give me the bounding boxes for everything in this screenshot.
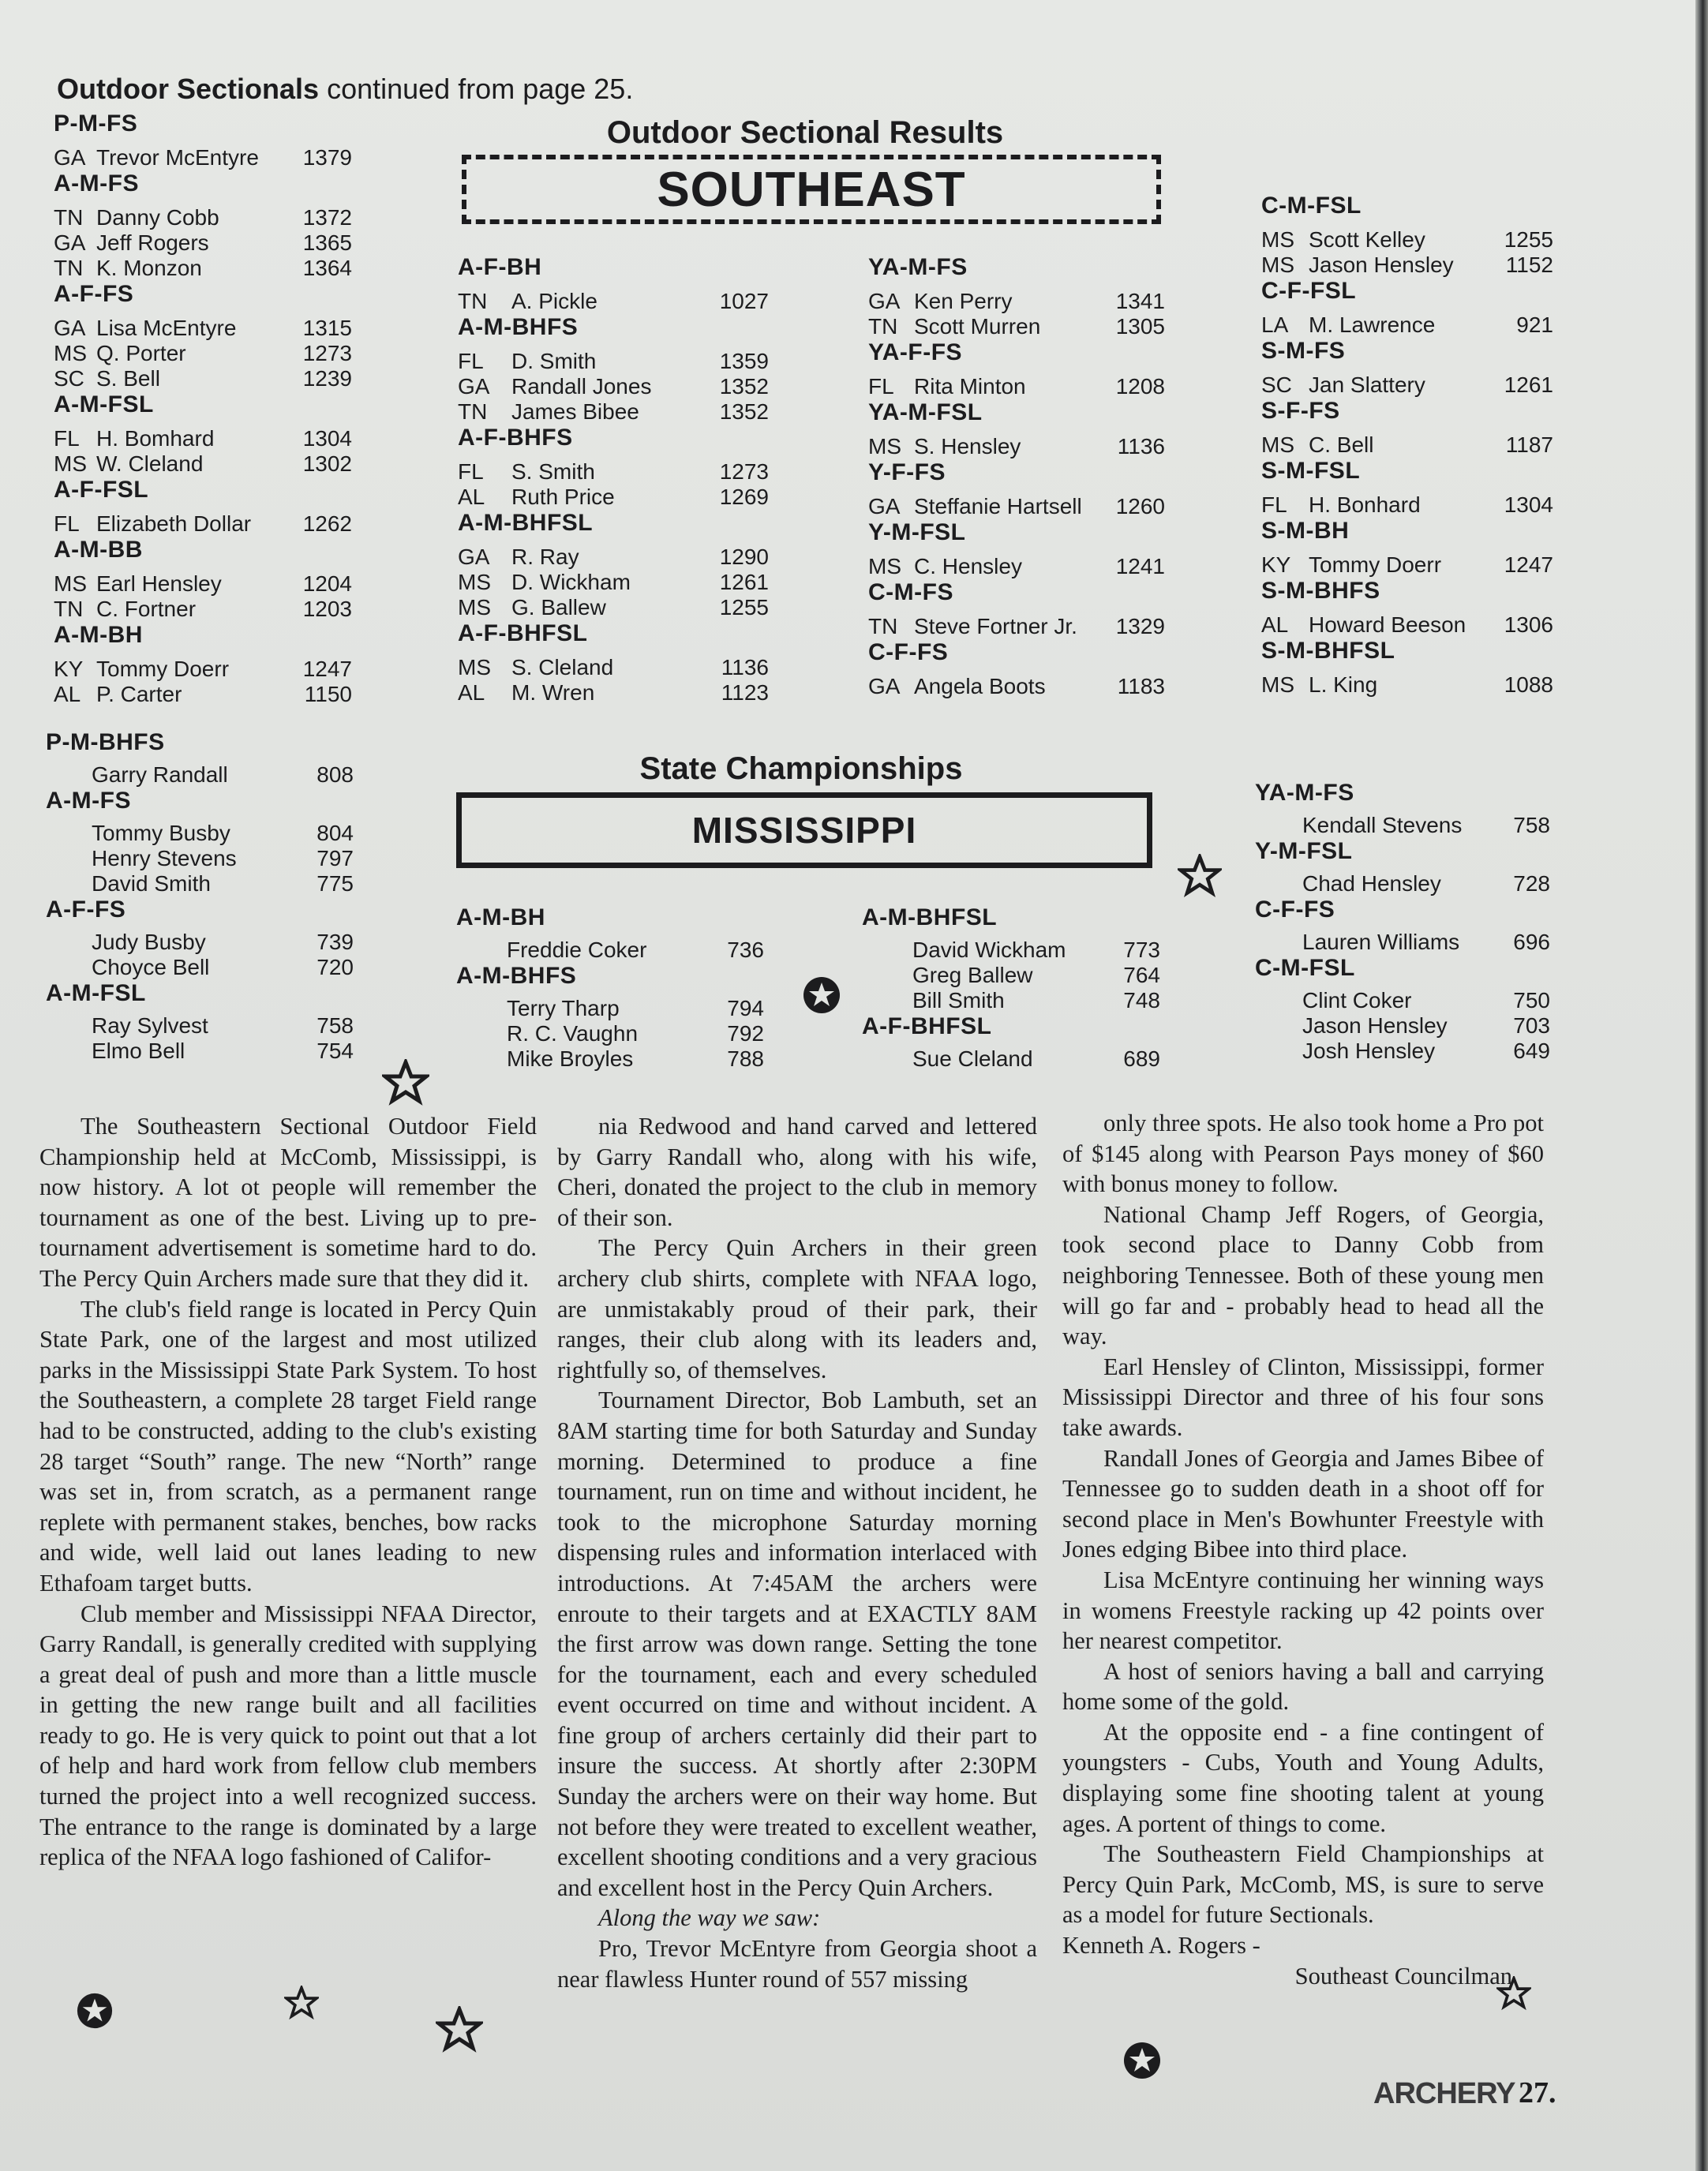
archer-name: M. Wren xyxy=(511,680,595,705)
category-heading: C-F-FSL xyxy=(1261,278,1357,304)
score: 1255 xyxy=(1504,227,1553,252)
archer-name: Clint Coker xyxy=(1302,988,1412,1013)
archer-name: G. Ballew xyxy=(511,595,606,619)
score: 1329 xyxy=(1115,614,1165,638)
archer-name: Sue Cleland xyxy=(912,1046,1033,1071)
archer-name: David Wickham xyxy=(912,938,1066,962)
archer-name: H. Bonhard xyxy=(1309,492,1421,517)
article-paragraph: only three spots. He also took home a Pro pot of $145 along with Pearson Pays money of $60 with bonus money to follow. xyxy=(1062,1110,1544,1198)
state-code: MS xyxy=(54,571,87,596)
score: 775 xyxy=(317,871,354,896)
score: 1123 xyxy=(721,680,769,705)
category-heading: S-M-BH xyxy=(1261,518,1350,544)
archer-name: M. Lawrence xyxy=(1309,313,1436,337)
archer-name: D. Wickham xyxy=(511,570,631,594)
category-heading: A-F-BHFSL xyxy=(458,620,588,646)
state-code: AL xyxy=(54,682,81,706)
score: 1341 xyxy=(1115,289,1165,313)
state-code: MS xyxy=(868,434,901,459)
score: 1203 xyxy=(302,597,352,621)
category-heading: S-F-FS xyxy=(1261,398,1340,424)
archer-name: Scott Kelley xyxy=(1309,227,1425,252)
score: 696 xyxy=(1513,930,1550,954)
category-heading: A-F-BHFS xyxy=(458,425,573,451)
category-heading: P-M-FS xyxy=(54,110,138,137)
score: 1379 xyxy=(302,145,352,170)
archer-name: Terry Tharp xyxy=(507,996,620,1020)
article-paragraph: Pro, Trevor McEntyre from Georgia shoot a near flawless Hunter round of 557 missing xyxy=(557,1935,1037,1993)
outline-star-icon xyxy=(382,1059,429,1106)
state-code: FL xyxy=(458,459,484,484)
archer-name: Ruth Price xyxy=(511,485,615,509)
score: 1306 xyxy=(1504,612,1553,637)
category-heading: A-M-FSL xyxy=(54,391,154,417)
score: 1315 xyxy=(302,316,352,340)
score: 1273 xyxy=(719,459,769,484)
archer-name: Tommy Doerr xyxy=(1309,552,1442,577)
archer-name: Elizabeth Dollar xyxy=(96,511,252,536)
state-code: FL xyxy=(458,349,484,373)
article-paragraph: National Champ Jeff Rogers, of Georgia, took second place to Danny Cobb from neighboring Tennessee. Both of these young men will go far and - probably head to head all the way. xyxy=(1062,1200,1544,1350)
archer-name: D. Smith xyxy=(511,349,597,373)
archer-name: Steffanie Hartsell xyxy=(914,494,1082,518)
state-code: AL xyxy=(458,485,485,509)
category-heading: A-F-FSL xyxy=(54,477,149,503)
score: 1290 xyxy=(719,545,769,569)
category-heading: YA-M-FSL xyxy=(868,399,983,425)
score: 720 xyxy=(317,955,354,979)
score: 748 xyxy=(1123,988,1160,1013)
article-paragraph: Tournament Director, Bob Lambuth, set an 8AM starting time for both Saturday and Sunday morning. Determined to produce a fine tournament, run on time and without incident, he took to the microphone Saturday morning dispensing rules and information interlaced with introductions. At 7:45AM the archers were enroute to their targets and at EXACTLY 8AM the first arrow was down range. Setting the tone for the tournament, each and every scheduled event occurred on time and without incident. A fine group of archers certainly did their part to insure the success. At shortly after 2:30PM Sunday the archers were on their way home. But not before they were treated to excellent weather, excellent shooting conditions and a very gracious and excellent host in the Percy Quin Archers. xyxy=(557,1387,1037,1901)
score: 1255 xyxy=(719,595,769,619)
category-heading: C-M-FSL xyxy=(1261,193,1362,219)
state-code: GA xyxy=(868,674,901,698)
southeast-title: SOUTHEAST xyxy=(657,162,966,217)
state-code: TN xyxy=(868,614,898,638)
category-heading: A-M-BHFSL xyxy=(862,904,998,930)
score: 728 xyxy=(1513,871,1550,896)
article-column-3 xyxy=(1062,1108,1544,1991)
category-heading: A-F-BHFSL xyxy=(862,1013,992,1039)
article-paragraph: A host of seniors having a ball and carrying home some of the gold. xyxy=(1062,1657,1544,1716)
state-title: State Championships xyxy=(639,751,963,786)
category-heading: A-F-FS xyxy=(46,896,126,923)
article-paragraph: Earl Hensley of Clinton, Mississippi, former Mississippi Director and three of his four sons take awards. xyxy=(1062,1353,1544,1441)
score: 758 xyxy=(1513,813,1550,837)
score: 750 xyxy=(1513,988,1550,1013)
category-heading: Y-M-FSL xyxy=(1255,838,1353,864)
category-heading: A-F-FS xyxy=(54,281,134,307)
state-code: TN xyxy=(458,399,488,424)
archer-name: Mike Broyles xyxy=(507,1046,634,1071)
state-code: TN xyxy=(54,205,84,230)
page-number: 27. xyxy=(1519,2076,1556,2109)
archer-name: Jeff Rogers xyxy=(96,230,209,255)
score: 921 xyxy=(1516,313,1553,337)
score: 1304 xyxy=(302,426,352,451)
score: 1136 xyxy=(1117,434,1165,459)
article-paragraph: The club's field range is located in Percy Quin State Park, one of the largest and most utilized parks in the Mississippi State Park System. To host the Southeastern, a complete 28 target Field range had to be constructed, adding to the club's existing 28 target “South” range. The new “North” range was set in, from scratch, as a permanent range replete with permanent stakes, benches, bow racks and wide, well laid out lanes leading to new Ethafoam target butts. xyxy=(39,1295,537,1596)
category-heading: C-F-FS xyxy=(1255,896,1335,923)
score: 1088 xyxy=(1504,672,1553,697)
score: 1208 xyxy=(1115,374,1165,399)
score: 689 xyxy=(1123,1046,1160,1071)
category-heading: C-F-FS xyxy=(868,639,949,665)
southeast-banner xyxy=(462,155,1161,224)
category-heading: A-M-FSL xyxy=(46,980,146,1006)
score: 1247 xyxy=(302,657,352,681)
archer-name: Chad Hensley xyxy=(1302,871,1441,896)
article-column-2 xyxy=(557,1111,1037,1994)
state-code: GA xyxy=(54,230,86,255)
article-paragraph: The Southeastern Field Championships at Percy Quin Park, McComb, MS, is sure to serve as a model for future Sectionals. xyxy=(1062,1840,1544,1929)
archer-name: C. Fortner xyxy=(96,597,197,621)
archer-name: Josh Hensley xyxy=(1302,1039,1436,1063)
score: 739 xyxy=(317,930,354,954)
outline-star-icon xyxy=(436,2006,483,2053)
badge-star-icon xyxy=(76,1992,114,2030)
state-code: SC xyxy=(1261,372,1292,397)
state-code: KY xyxy=(54,657,84,681)
archer-name: Rita Minton xyxy=(914,374,1026,399)
article-paragraph: Lisa McEntyre continuing her winning ways in womens Freestyle racking up 42 points over her nearest competitor. xyxy=(1062,1566,1544,1655)
article-paragraph: At the opposite end - a fine contingent of youngsters - Cubs, Youth and Young Adults, displaying some fine shooting talent at young ages. A portent of things to come. xyxy=(1062,1718,1544,1837)
author-signature: Kenneth A. Rogers - xyxy=(1062,1932,1260,1960)
state-code: TN xyxy=(54,597,84,621)
category-heading: C-M-FS xyxy=(868,579,953,605)
article-subhead: Along the way we saw: xyxy=(598,1904,821,1932)
archer-name: David Smith xyxy=(92,871,211,896)
score: 1273 xyxy=(302,341,352,365)
category-heading: A-M-BH xyxy=(456,904,545,930)
archer-name: W. Cleland xyxy=(96,451,204,476)
archer-name: Elmo Bell xyxy=(92,1039,185,1063)
category-heading: S-M-FS xyxy=(1261,338,1346,364)
score: 1269 xyxy=(719,485,769,509)
score: 1365 xyxy=(302,230,352,255)
score: 1261 xyxy=(719,570,769,594)
archer-name: C. Hensley xyxy=(914,554,1022,578)
article-paragraph: nia Redwood and hand carved and lettered by Garry Randall who, along with his wife, Cheri, donated the project to the club in memory of their son. xyxy=(557,1113,1037,1231)
score: 1152 xyxy=(1505,253,1553,277)
outline-star-icon xyxy=(1496,1976,1531,2011)
score: 797 xyxy=(317,846,354,870)
archery-logo: ARCHERY xyxy=(1373,2077,1515,2110)
state-code: MS xyxy=(458,595,491,619)
category-heading: A-M-FS xyxy=(46,788,131,814)
category-heading: S-M-BHFSL xyxy=(1261,638,1395,664)
score: 794 xyxy=(727,996,764,1020)
state-code: FL xyxy=(54,426,80,451)
archer-name: Lisa McEntyre xyxy=(96,316,237,340)
state-code: MS xyxy=(1261,227,1294,252)
archer-name: S. Smith xyxy=(511,459,595,484)
category-heading: YA-M-FS xyxy=(1255,780,1354,806)
score: 754 xyxy=(317,1039,354,1063)
archer-name: Earl Hensley xyxy=(96,571,222,596)
article-paragraph: The Percy Quin Archers in their green archery club shirts, complete with NFAA logo, are unmistakably proud of their park, their ranges, their club along with its leaders and, rightfully so, of themselves. xyxy=(557,1234,1037,1383)
state-code: MS xyxy=(1261,672,1294,697)
score: 1027 xyxy=(719,289,769,313)
badge-star-icon xyxy=(1122,2041,1162,2080)
archer-name: Bill Smith xyxy=(912,988,1005,1013)
score: 1136 xyxy=(721,655,769,679)
mississippi-banner xyxy=(456,792,1152,868)
score: 1352 xyxy=(719,399,769,424)
state-code: FL xyxy=(1261,492,1287,517)
archer-name: Jason Hensley xyxy=(1302,1013,1448,1038)
archer-name: K. Monzon xyxy=(96,256,202,280)
archer-name: Kendall Stevens xyxy=(1302,813,1463,837)
continued-header: Outdoor Sectionals continued from page 25. xyxy=(57,73,634,105)
archer-name: P. Carter xyxy=(96,682,182,706)
category-heading: A-M-BB xyxy=(54,537,143,563)
score: 1359 xyxy=(719,349,769,373)
archer-name: Jason Hensley xyxy=(1309,253,1454,277)
state-code: GA xyxy=(868,289,901,313)
author-title: Southeast Councilman xyxy=(1294,1962,1512,1989)
state-code: TN xyxy=(868,314,898,339)
state-code: GA xyxy=(54,145,86,170)
score: 788 xyxy=(727,1046,764,1071)
article-column-1 xyxy=(39,1111,537,1873)
state-code: GA xyxy=(54,316,86,340)
state-code: SC xyxy=(54,366,84,391)
score: 1262 xyxy=(302,511,352,536)
archer-name: Ken Perry xyxy=(914,289,1013,313)
score: 1150 xyxy=(304,682,352,706)
mississippi-title: MISSISSIPPI xyxy=(691,810,917,851)
archer-name: S. Hensley xyxy=(914,434,1021,459)
archer-name: Henry Stevens xyxy=(92,846,237,870)
category-heading: YA-M-FS xyxy=(868,254,968,280)
score: 764 xyxy=(1123,963,1160,987)
state-code: MS xyxy=(1261,253,1294,277)
score: 736 xyxy=(727,938,764,962)
state-code: MS xyxy=(868,554,901,578)
archer-name: A. Pickle xyxy=(511,289,597,313)
score: 1187 xyxy=(1505,432,1553,457)
archer-name: L. King xyxy=(1309,672,1378,697)
state-code: TN xyxy=(458,289,488,313)
archer-name: S. Cleland xyxy=(511,655,614,679)
score: 1302 xyxy=(302,451,352,476)
archer-name: Greg Ballew xyxy=(912,963,1033,987)
state-code: MS xyxy=(54,341,87,365)
archer-name: S. Bell xyxy=(96,366,160,391)
score: 1261 xyxy=(1504,372,1553,397)
category-heading: YA-F-FS xyxy=(868,339,963,365)
archer-name: R. Ray xyxy=(511,545,579,569)
score: 1241 xyxy=(1115,554,1165,578)
archer-name: Randall Jones xyxy=(511,374,652,399)
state-code: FL xyxy=(54,511,80,536)
score: 773 xyxy=(1123,938,1160,962)
category-heading: Y-M-FSL xyxy=(868,519,966,545)
score: 649 xyxy=(1513,1039,1550,1063)
state-code: KY xyxy=(1261,552,1291,577)
archer-name: Jan Slattery xyxy=(1309,372,1425,397)
archer-name: Choyce Bell xyxy=(92,955,210,979)
category-heading: A-M-BH xyxy=(54,622,143,648)
score: 1260 xyxy=(1115,494,1165,518)
score: 1247 xyxy=(1504,552,1553,577)
score: 808 xyxy=(317,762,354,787)
state-code: AL xyxy=(458,680,485,705)
archer-name: Lauren Williams xyxy=(1302,930,1460,954)
state-code: MS xyxy=(54,451,87,476)
score: 1183 xyxy=(1117,674,1165,698)
category-heading: P-M-BHFS xyxy=(46,729,165,755)
score: 758 xyxy=(317,1013,354,1038)
archer-name: C. Bell xyxy=(1309,432,1374,457)
archer-name: Howard Beeson xyxy=(1309,612,1466,637)
state-code: GA xyxy=(868,494,901,518)
state-code: GA xyxy=(458,374,490,399)
score: 1204 xyxy=(302,571,352,596)
archer-name: Q. Porter xyxy=(96,341,186,365)
category-heading: A-M-FS xyxy=(54,170,139,197)
score: 703 xyxy=(1513,1013,1550,1038)
state-code: LA xyxy=(1261,313,1289,337)
archer-name: Steve Fortner Jr. xyxy=(914,614,1077,638)
archer-name: Angela Boots xyxy=(914,674,1046,698)
archer-name: James Bibee xyxy=(511,399,639,424)
archer-name: Danny Cobb xyxy=(96,205,219,230)
category-heading: Y-F-FS xyxy=(868,459,946,485)
article-paragraph: Club member and Mississippi NFAA Director, Garry Randall, is generally credited with supplying a great deal of push and more than a little muscle in getting the new range built and all facilities ready to go. He is very quick to point out that a lot of help and hard work from fellow club members turned the project into a well recognized success. The entrance to the range is dominated by a large replica of the NFAA logo fashioned of Califor- xyxy=(39,1600,537,1871)
score: 792 xyxy=(727,1021,764,1046)
article-paragraph: Randall Jones of Georgia and James Bibee of Tennessee go to sudden death in a shoot off for second place in Men's Bowhunter Freestyle with Jones edging Bibee into third place. xyxy=(1062,1444,1544,1563)
category-heading: A-M-BHFSL xyxy=(458,510,594,536)
state-code: MS xyxy=(458,570,491,594)
category-heading: A-F-BH xyxy=(458,254,542,280)
state-code: FL xyxy=(868,374,894,399)
score: 1305 xyxy=(1115,314,1165,339)
category-heading: S-M-FSL xyxy=(1261,458,1361,484)
archer-name: Garry Randall xyxy=(92,762,228,787)
state-code: GA xyxy=(458,545,490,569)
archer-name: Trevor McEntyre xyxy=(96,145,259,170)
category-heading: A-M-BHFS xyxy=(458,314,579,340)
category-heading: S-M-BHFS xyxy=(1261,578,1380,604)
category-heading: A-M-BHFS xyxy=(456,963,577,989)
archer-name: Ray Sylvest xyxy=(92,1013,208,1038)
archer-name: Scott Murren xyxy=(914,314,1041,339)
archer-name: Tommy Busby xyxy=(92,821,230,845)
badge-star-icon xyxy=(802,975,841,1015)
archer-name: R. C. Vaughn xyxy=(507,1021,639,1046)
outline-star-icon xyxy=(1178,854,1222,898)
score: 1372 xyxy=(302,205,352,230)
score: 1364 xyxy=(302,256,352,280)
article-paragraph: The Southeastern Sectional Outdoor Field Championship held at McComb, Mississippi, is now history. A lot ot people will remember the tournament as one of the best. Living up to pre-tournament advertisement is sometime hard to do. The Percy Quin Archers made sure that they did it. xyxy=(39,1113,537,1292)
state-code: TN xyxy=(54,256,84,280)
outline-star-icon xyxy=(284,1986,319,2020)
archer-name: Freddie Coker xyxy=(507,938,647,962)
archer-name: Judy Busby xyxy=(92,930,206,954)
state-code: MS xyxy=(1261,432,1294,457)
state-code: AL xyxy=(1261,612,1289,637)
results-title: Outdoor Sectional Results xyxy=(606,115,1004,150)
archer-name: H. Bomhard xyxy=(96,426,215,451)
archer-name: Tommy Doerr xyxy=(96,657,230,681)
score: 1239 xyxy=(302,366,352,391)
binding-spine xyxy=(1695,0,1708,2171)
score: 1352 xyxy=(719,374,769,399)
state-code: MS xyxy=(458,655,491,679)
score: 804 xyxy=(317,821,354,845)
score: 1304 xyxy=(1504,492,1553,517)
category-heading: C-M-FSL xyxy=(1255,955,1355,981)
